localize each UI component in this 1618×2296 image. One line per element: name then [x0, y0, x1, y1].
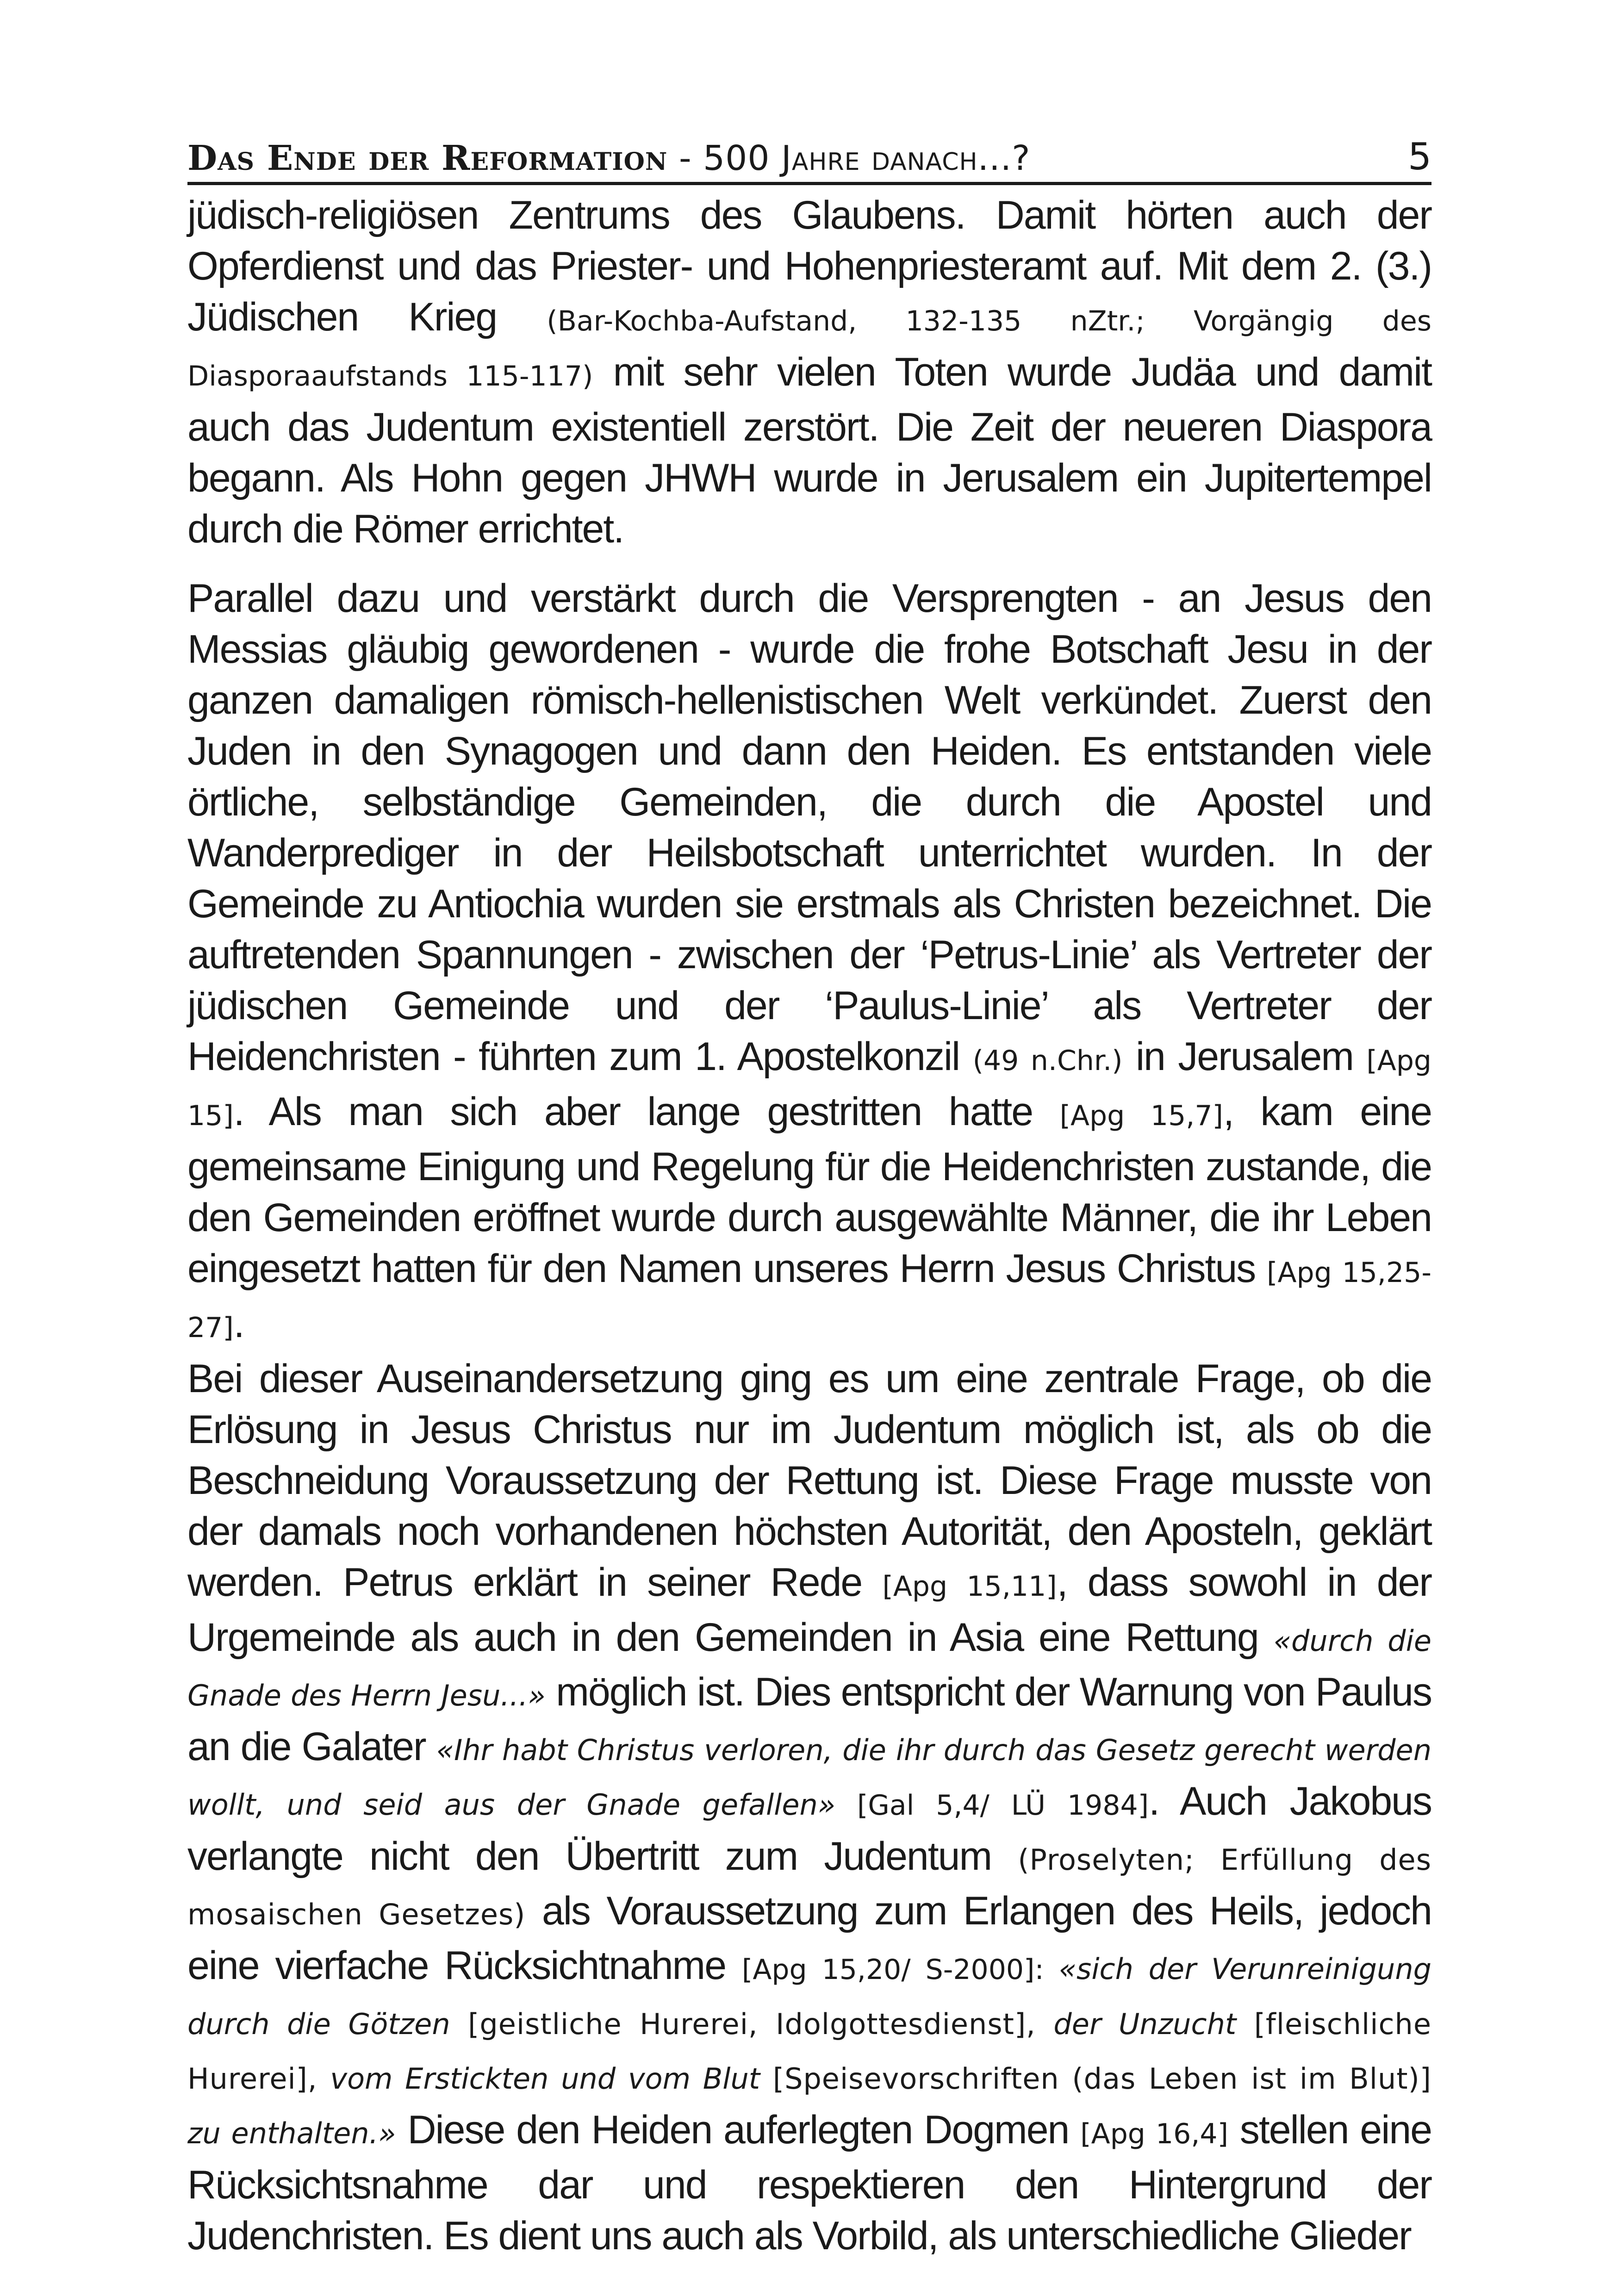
- reference-note: (Bar-Kochba-Aufstand, 132-135 nZtr.; Vorgängig des Diasporaaufstands 115-117): [187, 305, 1432, 392]
- text-span: Parallel dazu und verstärkt durch die Versprengten - an Jesus den Messias gläubig gewordenen - wurde die frohe Botschaft Jesu in der ganzen damaligen römisch-hellenistischen Welt verkündet. Zuerst den Juden in den Synagogen und dann den Heiden. Es entstanden viele örtliche, selbständige Gemeinden, die durch die Apostel und Wanderprediger in der Heilsbotschaft unterrichtet wurden. In der Gemeinde zu Antiochia wurden sie erstmals als Christen bezeichnet. Die auftretenden Spannungen - zwischen der ‘Petrus-Linie’ als Vertreter der jüdischen Gemeinde und der ‘Paulus-Linie’ als Vertreter der Heidenchristen - führten zum 1. Apostelkonzil: [187, 576, 1431, 1079]
- bible-reference: [Apg 15,7]: [1059, 1100, 1223, 1132]
- text-span: . Auch Jakobus verlangte nicht den Übertritt zum Judentum: [187, 1779, 1431, 1879]
- scripture-quote: «sich der Verunreinigung durch die Götzen: [187, 1952, 1431, 2041]
- header-title-sub: - 500 Jahre danach...?: [667, 138, 1031, 178]
- running-header: [187, 125, 1431, 185]
- bible-reference: [Apg 15]: [187, 1045, 1431, 1132]
- text-span: stellen eine Rücksichtsnahme dar und respektieren den Hintergrund der Judenchristen. Es dient uns auch als Vorbild, als unterschiedliche Glieder: [187, 2108, 1431, 2258]
- page-number: 5: [1408, 135, 1431, 178]
- text-span: möglich ist. Dies entspricht der Warnung von Paulus an die Galater: [187, 1670, 1431, 1769]
- scripture-quote: «Ihr habt Christus verloren, die ihr durch das Gesetz gerecht werden wollt, und seid aus der Gnade gefallen»: [187, 1733, 1431, 1822]
- text-span: Bei dieser Auseinandersetzung ging es um eine zentrale Frage, ob die Erlösung in Jesus Christus nur im Judentum möglich ist, als ob die Beschneidung Voraussetzung der Rettung ist. Diese Frage musste von der damals noch vorhandenen höchsten Autorität, den Aposteln, geklärt werden. Petrus erklärt in seiner Rede: [187, 1356, 1431, 1605]
- bible-reference: [Apg 15,25-27]: [187, 1257, 1432, 1344]
- bible-reference: [Gal 5,4/ LÜ 1984]: [835, 1789, 1149, 1822]
- bible-reference: [Apg 16,4]: [1080, 2118, 1228, 2150]
- paragraph-3: [187, 1353, 1431, 2261]
- explanatory-note: [fleischliche Hurerei],: [187, 2007, 1431, 2096]
- explanatory-note: (Proselyten; Erfüllung des mosaischen Gesetzes): [187, 1843, 1432, 1931]
- text-span: , dass sowohl in der Urgemeinde als auch in den Gemeinden in Asia eine Rettung: [187, 1560, 1431, 1660]
- text-span: mit sehr vielen Toten wurde Judäa und damit auch das Judentum existentiell zerstört. Die Zeit der neueren Diaspora begann. Als Hohn gegen JHWH wurde in Jerusalem ein Jupitertempel durch die Römer errichtet.: [187, 350, 1431, 551]
- text-span: jüdisch-religiösen Zentrums des Glaubens. Damit hörten auch der Opferdienst und das Priester- und Hohenpriesteramt auf. Mit dem 2. (3.) Jüdischen Krieg: [187, 193, 1431, 339]
- scripture-quote: vom Erstickten und vom Blut: [330, 2062, 760, 2096]
- explanatory-note: [geistliche Hurerei, Idolgottesdienst],: [450, 2007, 1054, 2041]
- text-span: als Voraussetzung zum Erlangen des Heils, jedoch eine vierfache Rücksichtnahme: [187, 1889, 1431, 1988]
- bible-reference: [Apg 15,11]: [882, 1570, 1057, 1603]
- bible-reference: [Apg 15,20/ S-2000]:: [741, 1954, 1059, 1986]
- text-span: .: [233, 1301, 244, 1346]
- text-span: . Als man sich aber lange gestritten hatte: [233, 1089, 1060, 1134]
- reference-note: (49 n.Chr.): [972, 1045, 1123, 1077]
- text-span: , kam eine gemeinsame Einigung und Regelung für die Heidenchristen zustande, die den Gemeinden eröffnet wurde durch ausgewählte Männer, die ihr Leben eingesetzt hatten für den Namen unseres Herrn Jesus Christus: [187, 1089, 1431, 1291]
- explanatory-note: [Speisevorschriften (das Leben ist im Blut)]: [760, 2062, 1431, 2096]
- header-title-main: Das Ende der Reformation: [187, 138, 668, 178]
- running-header-title: [187, 138, 1030, 178]
- scripture-quote: der Unzucht: [1053, 2007, 1237, 2041]
- text-span: Diese den Heiden auferlegten Dogmen: [396, 2108, 1081, 2152]
- paragraph-1: [187, 190, 1431, 554]
- text-span: in Jerusalem: [1122, 1034, 1367, 1079]
- paragraph-2: [187, 573, 1431, 1353]
- scripture-quote: «durch die Gnade des Herrn Jesu...»: [187, 1624, 1431, 1712]
- body-text: [187, 190, 1431, 2261]
- scripture-quote: zu enthalten.»: [187, 2116, 396, 2150]
